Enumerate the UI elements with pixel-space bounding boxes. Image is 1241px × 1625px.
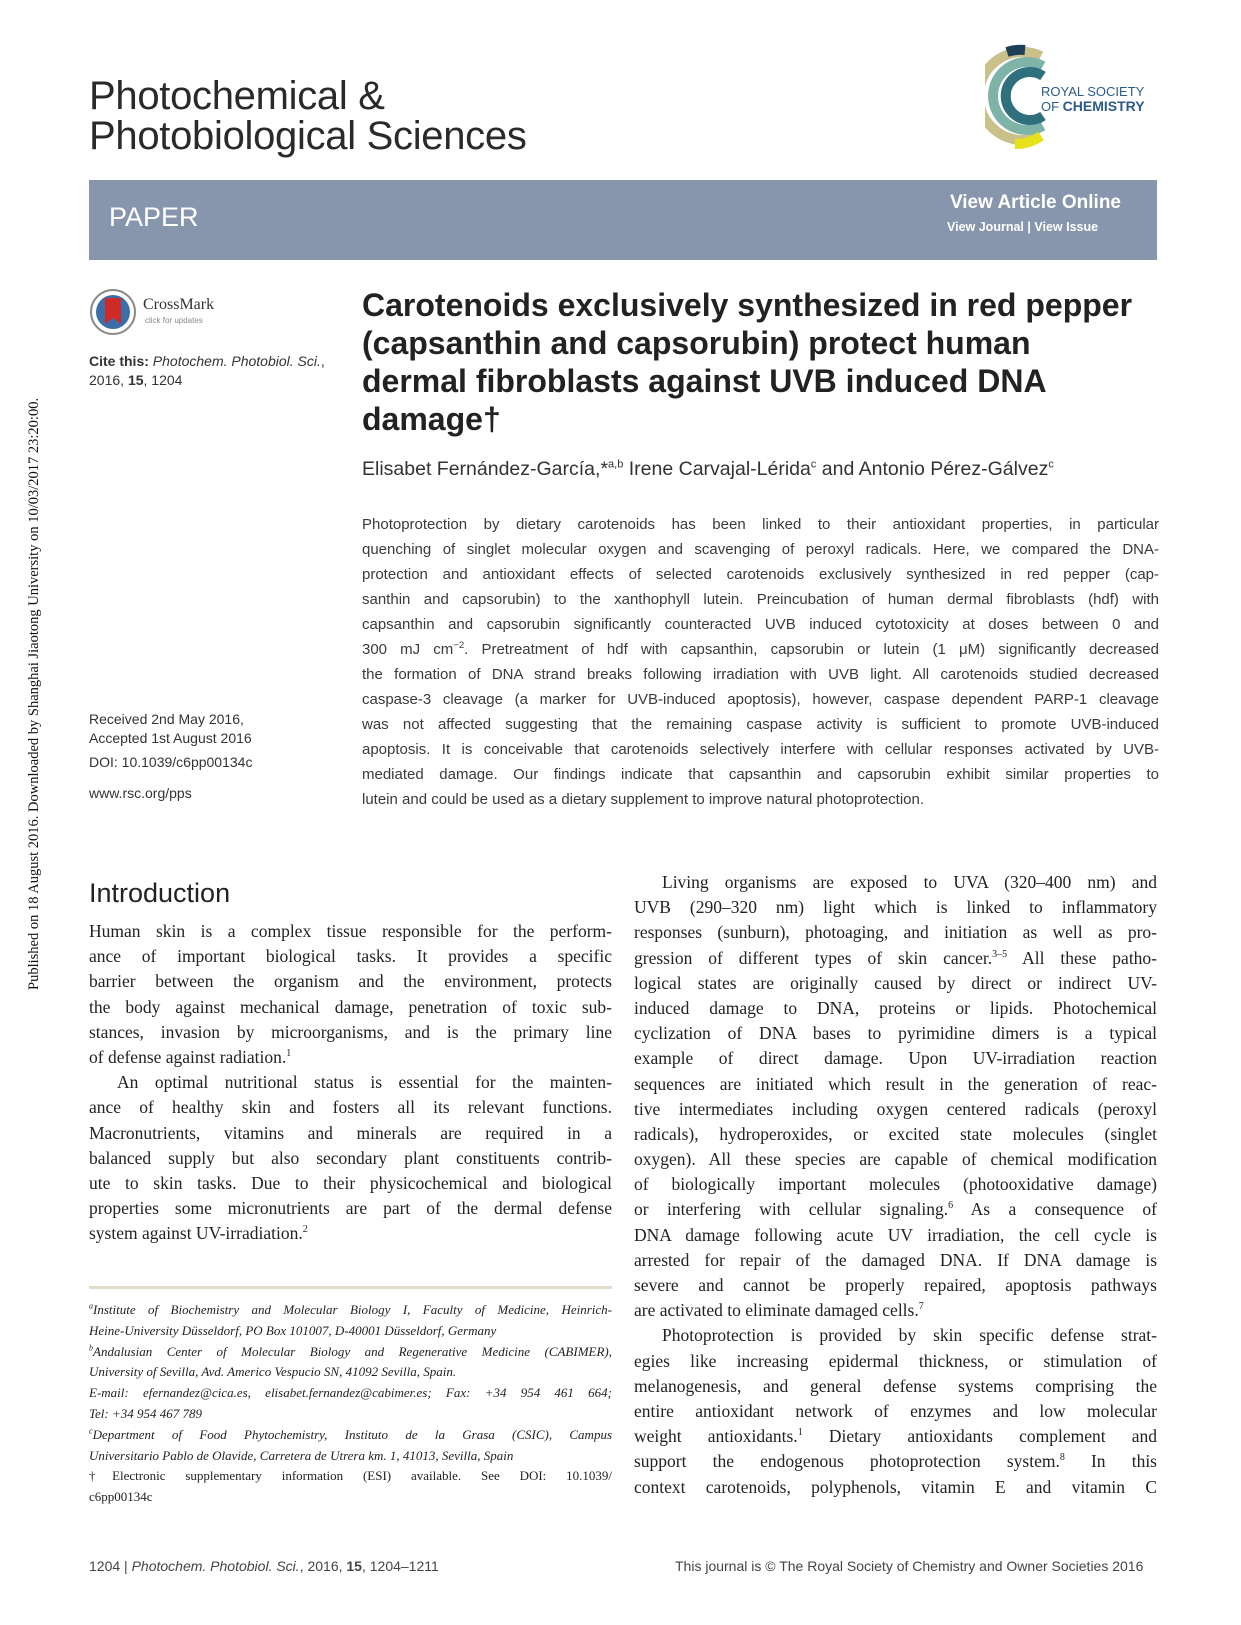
received-date: Received 2nd May 2016, xyxy=(89,711,244,727)
abstract-line: lutein and could be used as a dietary supplement to improve natural photoprotection. xyxy=(362,791,925,808)
abstract-line: apoptosis. It is conceivable that carotenoids selectively interfere with cellular responses activated by UVB- xyxy=(362,741,1159,758)
esi-footnote-line: †Electronic supplementary information (ESI) available. See DOI: 10.1039/ xyxy=(89,1468,612,1484)
body-line: severe and cannot be properly repaired, apoptosis pathways xyxy=(634,1275,1157,1295)
abstract-line: mediated damage. Our findings indicate that capsanthin and capsorubin exhibit similar properties to xyxy=(362,766,1159,783)
body-line: ance of healthy skin and fosters all its relevant functions. xyxy=(89,1097,612,1118)
body-line: stances, invasion by microorganisms, and is the primary line xyxy=(89,1021,612,1042)
abstract-line: santhin and capsorubin) to the xanthophyll lutein. Preincubation of human dermal fibroblasts (hdf) with xyxy=(362,591,1159,608)
footer-separator: | xyxy=(120,1558,132,1574)
body-line xyxy=(89,1045,612,1070)
reference-link[interactable]: 1 xyxy=(797,1427,803,1439)
author-2-affiliation: c xyxy=(810,458,817,471)
footnote-line: Universitario Pablo de Olavide, Carretera de Utrera km. 1, 41013, Sevilla, Spain xyxy=(89,1447,514,1463)
reference-link[interactable]: 3–5 xyxy=(992,948,1008,960)
body-line: arrested for repair of the damaged DNA. If DNA damage is xyxy=(634,1249,1157,1270)
abstract-unit: 300 mJ cm xyxy=(362,641,454,658)
abstract-line: Photoprotection by dietary carotenoids has been linked to their antioxidant properties, in particular xyxy=(362,516,1159,533)
accepted-date: Accepted 1st August 2016 xyxy=(89,730,252,746)
rsc-logo-line-2-bold: CHEMISTRY xyxy=(1062,98,1145,114)
banner-link-separator: | xyxy=(1027,220,1031,234)
body-column-left xyxy=(89,919,612,1246)
footnote-marker: b xyxy=(89,1343,93,1353)
footnote-marker: a xyxy=(89,1301,93,1311)
footnote-line: Tel: +34 954 467 789 xyxy=(89,1405,203,1421)
footer-year: , 2016, xyxy=(299,1558,347,1574)
body-line: ute to skin tasks. Due to their physicochemical and biological xyxy=(89,1172,612,1193)
body-line: melanogenesis, and general defense systems comprising the xyxy=(634,1375,1157,1396)
body-text: or interfering with cellular signaling. xyxy=(634,1199,949,1220)
abstract-line-rest: . Pretreatment of hdf with capsanthin, capsorubin or lutein (1 μM) significantly decreased xyxy=(464,641,1159,658)
body-line: ance of important biological tasks. It provides a specific xyxy=(89,946,612,967)
body-line xyxy=(89,1221,612,1246)
footnotes xyxy=(89,1300,612,1508)
body-line xyxy=(634,1424,1157,1449)
reference-link[interactable]: 7 xyxy=(918,1301,924,1313)
article-title-line: Carotenoids exclusively synthesized in red pepper xyxy=(362,287,1133,323)
article-title xyxy=(362,286,1162,438)
article-type-label: PAPER xyxy=(109,202,199,232)
abstract-line: the formation of DNA strand breaks following irradiation with UVB light. All carotenoids studied decreased xyxy=(362,666,1159,683)
body-text: All these patho- xyxy=(1007,947,1157,968)
body-text: are activated to eliminate damaged cells. xyxy=(634,1300,919,1321)
reference-link[interactable]: 6 xyxy=(948,1200,954,1212)
reference-link[interactable]: 1 xyxy=(286,1048,292,1060)
body-line xyxy=(634,1298,1157,1323)
body-line: tive intermediates including oxygen centered radicals (peroxyl xyxy=(634,1098,1157,1119)
abstract-line: quenching of singlet molecular oxygen and scavenging of peroxyl radicals. Here, we compared the DNA- xyxy=(362,541,1159,558)
author-list xyxy=(362,458,1054,481)
crossmark-sublabel: click for updates xyxy=(145,316,203,325)
footnote-line xyxy=(89,1342,612,1363)
body-line: DNA damage following acute UV irradiation, the cell cycle is xyxy=(634,1224,1157,1245)
journal-title-line-2: Photobiological Sciences xyxy=(89,114,527,158)
body-line: egies like increasing epidermal thickness, or stimulation of xyxy=(634,1350,1157,1371)
body-line: induced damage to DNA, proteins or lipids. Photochemical xyxy=(634,997,1157,1018)
abstract-line xyxy=(362,637,1159,662)
view-journal-link[interactable]: View Journal xyxy=(947,220,1024,234)
page-footer-left xyxy=(89,1558,439,1574)
body-line: Human skin is a complex tissue responsible for the perform- xyxy=(89,921,612,941)
body-line: properties some micronutrients are part of the dermal defense xyxy=(89,1198,612,1219)
journal-url[interactable]: www.rsc.org/pps xyxy=(89,785,192,801)
body-text: system against UV-irradiation. xyxy=(89,1223,303,1244)
page-number: 1204 xyxy=(89,1558,121,1574)
abstract-line: capsanthin and capsorubin significantly counteracted UVB induced cytotoxicity at doses between 0 and xyxy=(362,616,1159,633)
abstract-line: was not affected suggesting that the remaining caspase activity is sufficient to promote UVB-induced xyxy=(362,716,1159,733)
body-line: Living organisms are exposed to UVA (320–400 nm) and xyxy=(662,872,1157,892)
journal-title-line-1: Photochemical & xyxy=(89,74,385,118)
body-text: weight antioxidants. xyxy=(634,1426,798,1447)
cite-page: , 1204 xyxy=(143,372,183,388)
author-2[interactable]: Irene Carvajal-Lérida xyxy=(623,458,811,480)
history-block xyxy=(89,710,252,748)
author-1[interactable]: Elisabet Fernández-García,* xyxy=(362,458,609,480)
crossmark-badge[interactable] xyxy=(89,288,229,338)
body-line xyxy=(634,1449,1157,1474)
footer-pages: , 1204–1211 xyxy=(361,1558,439,1574)
cite-label: Cite this: xyxy=(89,353,149,369)
footnote-divider xyxy=(89,1286,612,1289)
body-text: gression of different types of skin cancer. xyxy=(634,947,993,968)
body-line: entire antioxidant network of enzymes and low molecular xyxy=(634,1400,1157,1421)
body-text: In this xyxy=(1064,1451,1157,1472)
reference-link[interactable]: 2 xyxy=(302,1224,308,1236)
body-line: balanced supply but also secondary plant constituents contrib- xyxy=(89,1147,612,1168)
rsc-logo[interactable] xyxy=(985,40,1165,155)
abstract xyxy=(362,512,1159,812)
body-line xyxy=(634,1197,1157,1222)
body-line: Photoprotection is provided by skin specific defense strat- xyxy=(662,1325,1157,1346)
body-line: barrier between the organism and the environment, protects xyxy=(89,971,612,992)
cite-year: 2016, xyxy=(89,372,125,388)
body-line: context carotenoids, polyphenols, vitamin E and vitamin C xyxy=(634,1476,1157,1497)
abstract-unit-exponent: −2 xyxy=(453,640,465,651)
article-title-line: damage† xyxy=(362,401,501,437)
body-line: cyclization of DNA bases to pyrimidine dimers is a typical xyxy=(634,1023,1157,1044)
view-issue-link[interactable]: View Issue xyxy=(1034,220,1099,234)
body-text: of defense against radiation. xyxy=(89,1046,287,1067)
footnote-line[interactable]: E-mail: efernandez@cica.es, elisabet.fernandez@cabimer.es; Fax: +34 954 461 664; xyxy=(89,1385,612,1401)
article-title-line: (capsanthin and capsorubin) protect human xyxy=(362,325,1031,361)
body-line: radicals), hydroperoxides, or excited state molecules (singlet xyxy=(634,1123,1157,1144)
body-line: logical states are originally caused by direct or indirect UV- xyxy=(634,972,1157,993)
journal-title xyxy=(89,76,527,156)
rsc-logo-line-2-prefix: OF xyxy=(1041,99,1063,114)
body-line: of biologically important molecules (photooxidative damage) xyxy=(634,1174,1157,1195)
crossmark-icon xyxy=(89,288,137,336)
body-line: An optimal nutritional status is essential for the mainten- xyxy=(117,1072,612,1093)
footnote-marker: c xyxy=(89,1426,93,1436)
footnote-line xyxy=(89,1300,612,1321)
body-line: sequences are initiated which result in the generation of reac- xyxy=(634,1073,1157,1094)
citation-block: Cite this: Photochem. Photobiol. Sci., 2016, 15, 1204 xyxy=(89,353,325,388)
body-line: oxygen). All these species are capable of chemical modification xyxy=(634,1149,1157,1170)
body-line: the body against mechanical damage, penetration of toxic sub- xyxy=(89,996,612,1017)
footnote-line xyxy=(89,1425,612,1446)
author-1-affiliation: a,b xyxy=(608,458,624,471)
abstract-line: caspase-3 cleavage (a marker for UVB-induced apoptosis), however, caspase dependent PARP-1 cleavage xyxy=(362,691,1159,708)
body-line xyxy=(634,946,1157,971)
body-line: example of direct damage. Upon UV-irradiation reaction xyxy=(634,1048,1157,1069)
footnote-text: Andalusian Center of Molecular Biology and Regenerative Medicine (CABIMER), xyxy=(93,1343,612,1359)
cite-volume: 15 xyxy=(127,372,144,388)
abstract-line: protection and antioxidant effects of selected carotenoids exclusively synthesized in red pepper (cap- xyxy=(362,566,1159,583)
cite-journal: Photochem. Photobiol. Sci. xyxy=(152,353,321,369)
footnote-line: Heine-University Düsseldorf, PO Box 101007, D-40001 Düsseldorf, Germany xyxy=(89,1322,497,1338)
reference-link[interactable]: 8 xyxy=(1059,1452,1065,1464)
footer-journal: Photochem. Photobiol. Sci. xyxy=(131,1558,300,1574)
body-line: UVB (290–320 nm) light which is linked to inflammatory xyxy=(634,897,1157,918)
view-article-online-link[interactable]: View Article Online xyxy=(949,192,1121,213)
copyright-notice: This journal is © The Royal Society of Chemistry and Owner Societies 2016 xyxy=(675,1558,1144,1574)
article-title-line: dermal fibroblasts against UVB induced DNA xyxy=(362,363,1047,399)
esi-footnote-line[interactable]: c6pp00134c xyxy=(89,1489,153,1505)
footnote-line: University of Sevilla, Avd. Americo Vespucio SN, 41092 Sevilla, Spain. xyxy=(89,1364,457,1380)
footnote-text: Institute of Biochemistry and Molecular Biology I, Faculty of Medicine, Heinrich- xyxy=(93,1302,612,1317)
footer-volume: 15 xyxy=(346,1558,362,1574)
body-text: As a consequence of xyxy=(953,1199,1157,1220)
body-column-right xyxy=(634,870,1157,1500)
body-text: support the endogenous photoprotection system. xyxy=(634,1451,1060,1472)
rsc-logo-line-1: ROYAL SOCIETY xyxy=(1041,84,1145,99)
article-type-banner xyxy=(89,180,1157,260)
crossmark-label: CrossMark xyxy=(143,296,215,313)
author-3[interactable]: and Antonio Pérez-Gálvez xyxy=(816,458,1049,480)
body-text: Dietary antioxidants complement and xyxy=(802,1426,1157,1447)
body-line: responses (sunburn), photoaging, and initiation as well as pro- xyxy=(634,922,1157,943)
doi[interactable]: DOI: 10.1039/c6pp00134c xyxy=(89,754,253,770)
section-heading-introduction: Introduction xyxy=(89,878,231,908)
body-line: Macronutrients, vitamins and minerals are required in a xyxy=(89,1122,612,1143)
footnote-text: Department of Food Phytochemistry, Instituto de la Grasa (CSIC), Campus xyxy=(92,1426,612,1442)
author-3-affiliation: c xyxy=(1048,458,1054,471)
download-notice xyxy=(4,60,42,990)
download-notice-text: Published on 18 August 2016. Downloaded by Shanghai Jiaotong University on 10/03/2017 23:20:00. xyxy=(26,397,42,990)
